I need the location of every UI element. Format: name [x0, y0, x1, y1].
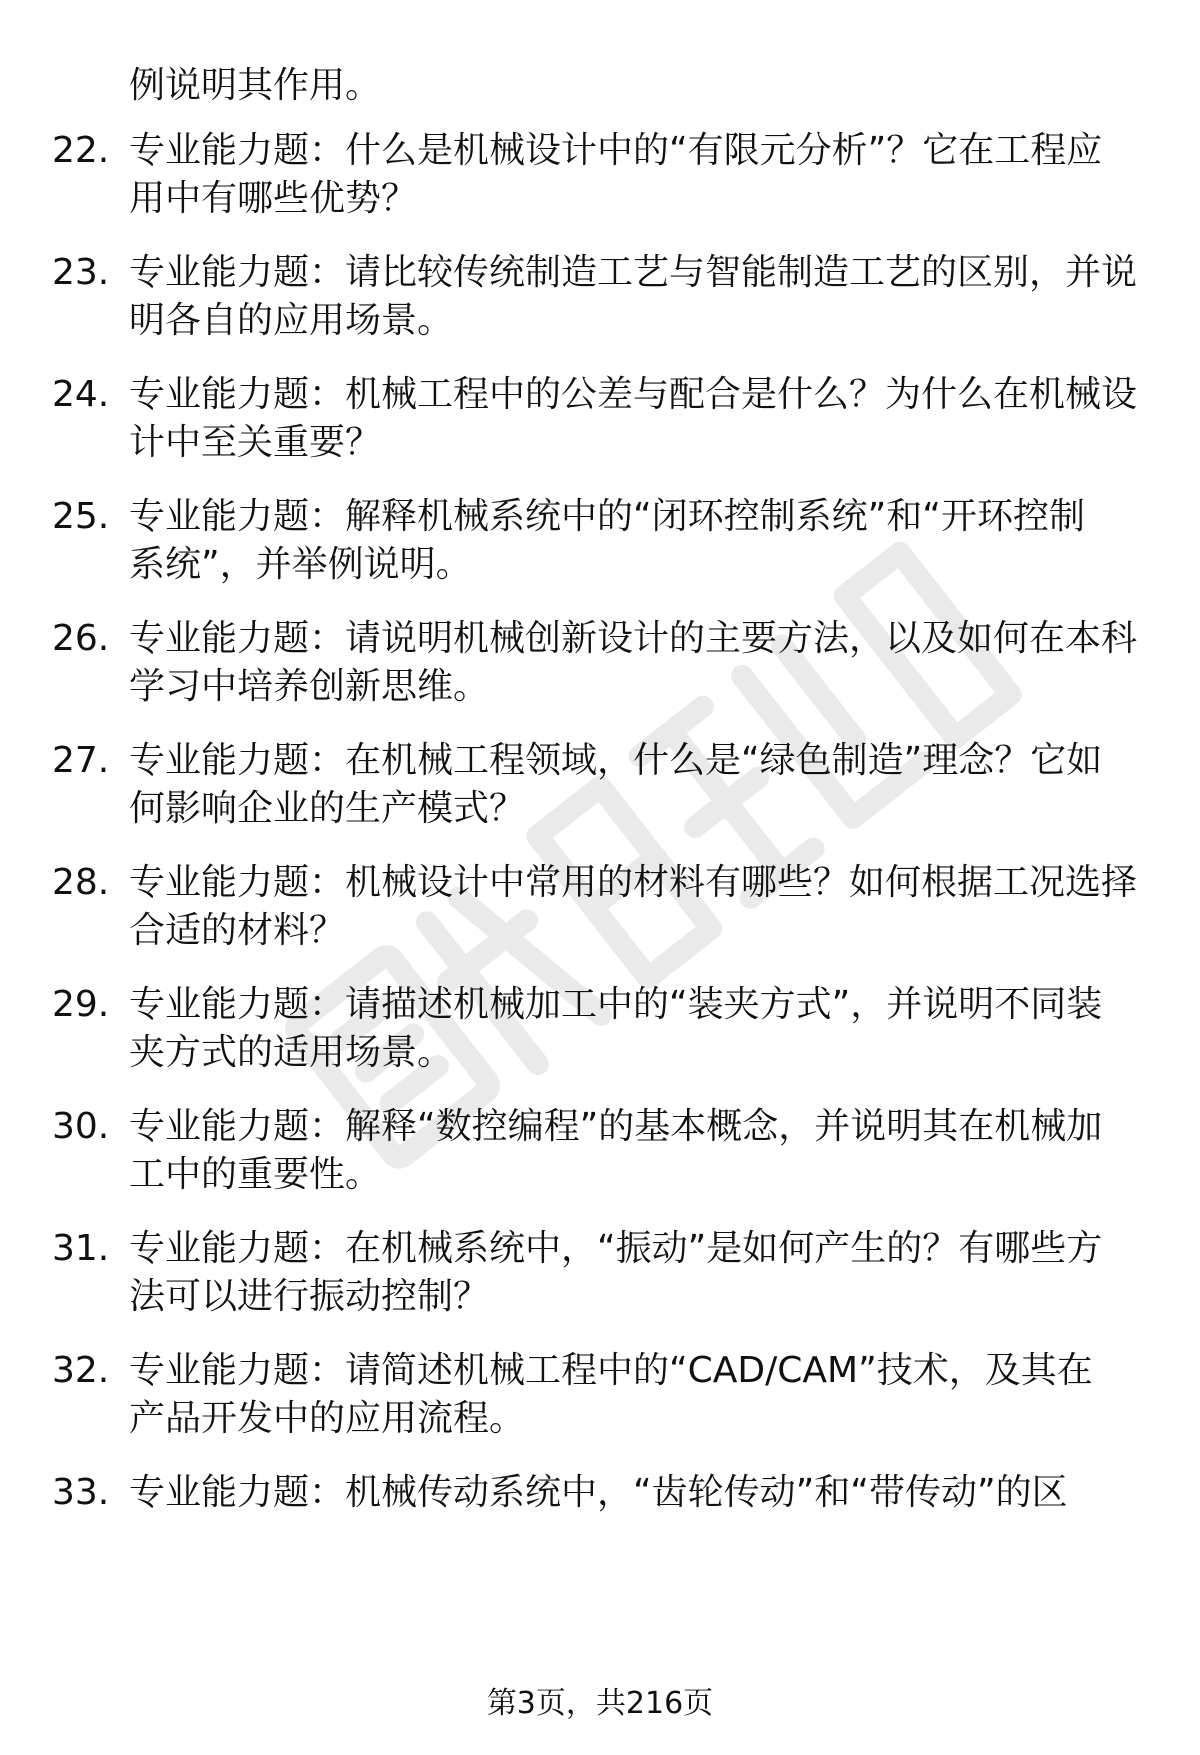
question-text-line: 法可以进行振动控制？: [129, 1276, 490, 1317]
question-text-line: 专业能力题：在机械系统中，“振动”是如何产生的？有哪些方: [129, 1228, 1103, 1269]
question-text-line: 计中至关重要？: [129, 422, 382, 463]
question-number: 32.: [52, 1350, 110, 1391]
question-number: 26.: [52, 618, 110, 659]
question-number: 24.: [52, 374, 110, 415]
question-text-line: 专业能力题：解释“数控编程”的基本概念，并说明其在机械加: [129, 1106, 1103, 1147]
question-text-line: 专业能力题：机械工程中的公差与配合是什么？为什么在机械设: [129, 374, 1138, 415]
question-number: 28.: [52, 862, 110, 903]
question-text-line: 合适的材料？: [129, 910, 346, 951]
question-text-line: 专业能力题：什么是机械设计中的“有限元分析”？它在工程应: [129, 130, 1103, 171]
question-number: 30.: [52, 1106, 110, 1147]
question-text-line: 夹方式的适用场景。: [129, 1032, 454, 1073]
question-number: 33.: [52, 1472, 110, 1513]
question-number: 23.: [52, 252, 110, 293]
question-text-line: 学习中培养创新思维。: [129, 666, 490, 707]
question-number: 25.: [52, 496, 110, 537]
question-text-line: 何影响企业的生产模式？: [129, 788, 526, 829]
question-text-line: 专业能力题：请描述机械加工中的“装夹方式”，并说明不同装: [129, 984, 1103, 1025]
page-footer: 第3页，共216页: [486, 1686, 714, 1721]
question-text-line: 专业能力题：请简述机械工程中的“CAD/CAM”技术，及其在: [129, 1350, 1093, 1391]
question-text-line: 专业能力题：机械传动系统中，“齿轮传动”和“带传动”的区: [129, 1472, 1068, 1513]
question-text-line: 专业能力题：请说明机械创新设计的主要方法，以及如何在本科: [129, 618, 1138, 659]
question-text-line: 用中有哪些优势？: [129, 178, 418, 219]
question-number: 22.: [52, 130, 110, 171]
question-text-line: 专业能力题：解释机械系统中的“闭环控制系统”和“开环控制: [129, 496, 1085, 537]
question-number: 27.: [52, 740, 110, 781]
question-text-line: 专业能力题：请比较传统制造工艺与智能制造工艺的区别，并说: [129, 252, 1138, 293]
question-text-line: 专业能力题：在机械工程领域，什么是“绿色制造”理念？它如: [129, 740, 1103, 781]
question-number: 31.: [52, 1228, 110, 1269]
continued-question-text: 例说明其作用。: [129, 65, 382, 106]
question-number: 29.: [52, 984, 110, 1025]
question-text-line: 产品开发中的应用流程。: [129, 1398, 526, 1439]
question-text-line: 工中的重要性。: [129, 1154, 382, 1195]
question-text-line: 专业能力题：机械设计中常用的材料有哪些？如何根据工况选择: [129, 862, 1138, 903]
question-text-line: 明各自的应用场景。: [129, 300, 454, 341]
question-text-line: 系统”，并举例说明。: [129, 544, 472, 585]
